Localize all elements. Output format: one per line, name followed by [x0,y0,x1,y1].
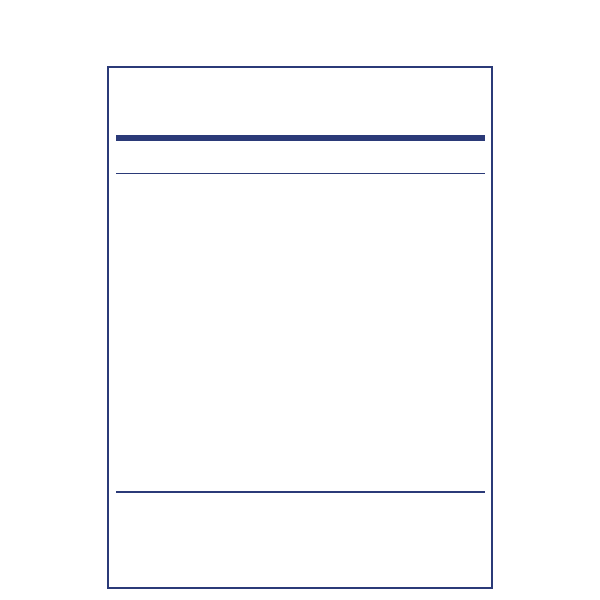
ingredients-divider [116,491,485,493]
servings-row [116,118,485,133]
portion-row [116,104,485,119]
nutrition-facts-panel [107,66,493,589]
divider [116,173,485,174]
thick-divider [116,135,485,141]
